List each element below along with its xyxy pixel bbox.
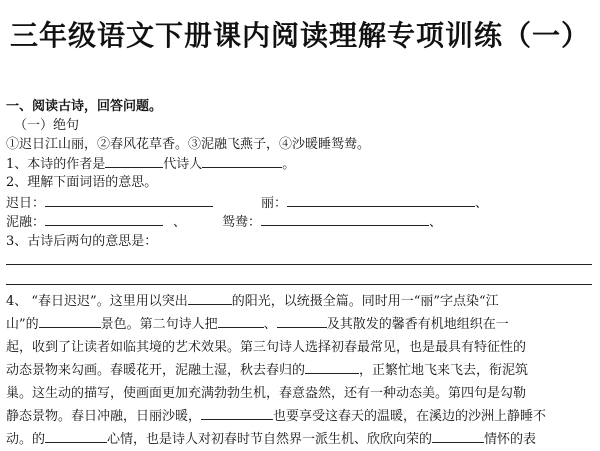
q4-text: 4、 “春日迟迟”。这里用以突出 <box>6 294 188 309</box>
answer-line-2[interactable] <box>6 284 592 285</box>
q4-line-7 <box>6 428 592 451</box>
vocab-word-3: 泥融： <box>6 215 46 230</box>
vocab-blank-4[interactable] <box>261 213 429 226</box>
q4-blank-5[interactable] <box>305 361 359 374</box>
q4-text: 山”的 <box>6 317 39 332</box>
q4-blank-2[interactable] <box>39 315 101 328</box>
vocab-sep-1: 、 <box>475 196 489 211</box>
q4-line-1 <box>6 290 592 313</box>
q4-text: 及其散发的馨香有机地组织在一 <box>326 317 509 332</box>
q4-blank-6[interactable] <box>201 407 273 420</box>
q4-blank-4[interactable] <box>277 315 327 328</box>
q4-blank-8[interactable] <box>432 430 484 443</box>
question-1-text-b: 代诗人 <box>163 157 203 172</box>
question-1-text-c: 。 <box>282 157 296 172</box>
q4-line-2 <box>6 313 592 336</box>
q4-text: 情怀的表 <box>484 432 537 447</box>
poem-label: （一）绝句 <box>14 118 80 133</box>
vocab-row-2 <box>6 213 442 232</box>
q4-blank-3[interactable] <box>218 315 264 328</box>
q4-line-5: 巢。这生动的描写，使画面更加充满勃勃生机，春意盎然，还有一种动态美。第四句是勾勒 <box>6 386 527 401</box>
author-dynasty-blank[interactable] <box>105 155 163 168</box>
q4-text: 动态景物来勾画。春暖花开，泥融土湿，秋去春归的 <box>6 363 306 378</box>
vocab-word-2: 丽： <box>261 196 288 211</box>
q4-line-6 <box>6 405 592 428</box>
vocab-blank-2[interactable] <box>287 194 475 207</box>
vocab-word-4: 鸳鸯： <box>222 215 262 230</box>
q4-text: ，正繁忙地飞来飞去，衔泥筑 <box>359 363 529 378</box>
section-heading: 一、阅读古诗，回答问题。 <box>6 99 163 114</box>
answer-line-1[interactable] <box>6 264 592 265</box>
poem-text: ①迟日江山丽，②春风花草香。③泥融飞燕子，④沙暖睡鸳鸯。 <box>6 137 371 152</box>
vocab-row-1 <box>6 194 488 213</box>
q4-line-3: 起，收到了让读者如临其境的艺术效果。第三句诗人选择初春最常见，也是最具有特征性的 <box>6 340 527 355</box>
q4-text: 静态景物。春日冲融，日丽沙暖， <box>6 409 202 424</box>
question-3: 3、古诗后两句的意思是： <box>6 234 158 249</box>
vocab-blank-3[interactable] <box>45 213 163 226</box>
q4-text: 动。的 <box>6 432 46 447</box>
q4-blank-7[interactable] <box>45 430 107 443</box>
q4-blank-1[interactable] <box>188 292 232 305</box>
author-name-blank[interactable] <box>202 155 282 168</box>
question-1 <box>6 155 295 174</box>
question-2: 2、理解下面词语的意思。 <box>6 175 158 190</box>
vocab-sep-3: 、 <box>429 215 443 230</box>
q4-text: 、 <box>263 317 277 332</box>
page-title: 三年级语文下册课内阅读理解专项训练（一） <box>9 19 590 52</box>
vocab-sep-2: 、 <box>173 215 187 230</box>
question-1-text-a: 1、本诗的作者是 <box>6 157 106 172</box>
q4-text: 景色。第二句诗人把 <box>100 317 218 332</box>
vocab-blank-1[interactable] <box>45 194 213 207</box>
q4-text: 心情，也是诗人对初春时节自然界一派生机、欣欣向荣的 <box>107 432 433 447</box>
q4-text: 的阳光，以统摄全篇。同时用一“丽”字点染“江 <box>231 294 499 309</box>
q4-text: 也要享受这春天的温暖，在溪边的沙洲上静睡不 <box>273 409 547 424</box>
q4-line-4 <box>6 359 592 382</box>
vocab-word-1: 迟日： <box>6 196 46 211</box>
